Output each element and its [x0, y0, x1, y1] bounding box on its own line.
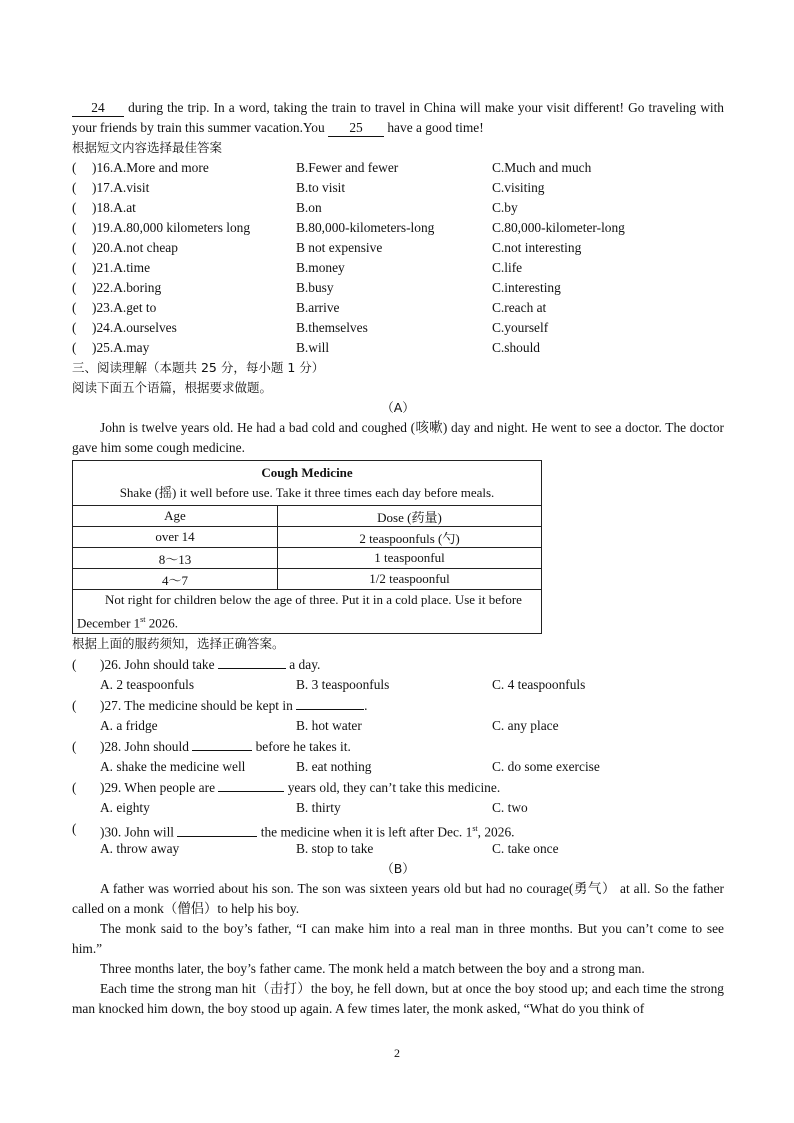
age-cell: 4～7 — [73, 569, 278, 590]
answer-bracket: ( — [72, 300, 77, 315]
answer-blank — [177, 822, 257, 837]
age-cell: 8～13 — [73, 548, 278, 569]
option-a: A. a fridge — [100, 718, 158, 734]
cloze-option-a: )21.A.time — [92, 260, 151, 275]
cloze-option-c: C.life — [492, 260, 523, 275]
medicine-instruction: Shake (摇) it well before use. Take it three times each day before meals. — [119, 485, 495, 500]
question-stem-end: the medicine when it is left after Dec. 1 — [257, 824, 473, 840]
option-a: A. throw away — [100, 841, 180, 857]
answer-blank — [218, 777, 284, 792]
medicine-table — [72, 460, 542, 634]
table-row — [73, 527, 542, 548]
dose-cell: 2 teaspoonfuls (勺) — [278, 527, 542, 548]
passage-a-text: John is twelve years old. He had a bad cold and coughed (咳嗽) day and night. He went to see a doctor. The doctor gave him some cough medicine. — [72, 420, 724, 455]
blank-24: 24 — [72, 100, 124, 117]
question-stem — [72, 695, 724, 716]
cloze-option-c: C.Much and much — [492, 160, 592, 175]
passage-b-paragraph: Each time the strong man hit（击打）the boy, he fell down, but at once the boy stood up; and each time the strong man knocked him down, the boy stood up again. A few times later, the monk asked, “What do you think of — [72, 981, 724, 1017]
cloze-option-b: B.busy — [296, 280, 334, 295]
cloze-option-c: C.should — [492, 340, 540, 355]
option-b: B. stop to take — [296, 841, 374, 857]
col-dose-header: Dose (药量) — [278, 506, 542, 527]
cloze-option-b: B.money — [296, 260, 345, 275]
option-b: B. 3 teaspoonfuls — [296, 677, 390, 693]
medicine-table-header — [73, 461, 542, 506]
answer-bracket: ( — [72, 160, 77, 175]
cloze-question-row — [72, 298, 724, 318]
cloze-question-row — [72, 278, 724, 298]
option-b: B. eat nothing — [296, 759, 372, 775]
passage-a-label: （A） — [381, 400, 415, 415]
passage-end — [72, 98, 724, 138]
option-a: A. shake the medicine well — [100, 759, 246, 775]
passage-b-paragraph: The monk said to the boy’s father, “I can make him into a real man in three months. But you can’t come to see him.” — [72, 921, 724, 957]
cloze-option-c: C.yourself — [492, 320, 549, 335]
question-stem-tail: , 2026. — [477, 824, 515, 840]
answer-bracket: ( — [72, 200, 77, 215]
medicine-note-sup: st — [140, 615, 146, 624]
cloze-question-row — [72, 158, 724, 178]
question-stem-end: before he takes it. — [252, 739, 351, 755]
answer-bracket: ( — [72, 340, 77, 355]
passage-b-paragraph: A father was worried about his son. The son was sixteen years old but had no courage(勇气） at all. So the father called on a monk（僧侣）to help his boy. — [72, 881, 724, 917]
cloze-question-row — [72, 318, 724, 338]
answer-bracket: ( — [72, 260, 77, 275]
cloze-option-a: )20.A.not cheap — [92, 240, 178, 255]
cloze-option-b: B.Fewer and fewer — [296, 160, 399, 175]
question-options — [72, 716, 724, 736]
option-c: C. 4 teaspoonfuls — [492, 677, 586, 693]
question-stem — [72, 654, 724, 675]
answer-blank — [218, 654, 286, 669]
cloze-question-row — [72, 198, 724, 218]
answer-bracket: ( — [72, 180, 77, 195]
question-options — [72, 798, 724, 818]
option-c: C. take once — [492, 841, 559, 857]
question-stem — [72, 736, 724, 757]
cloze-option-b: B.themselves — [296, 320, 368, 335]
table-row — [73, 569, 542, 590]
medicine-title: Cough Medicine — [261, 465, 353, 480]
option-a: A. 2 teaspoonfuls — [100, 677, 195, 693]
answer-bracket: ( — [72, 657, 77, 673]
option-b: B. hot water — [296, 718, 362, 734]
answer-blank — [192, 736, 252, 751]
cloze-option-b: B.arrive — [296, 300, 340, 315]
passage-b-label: （B） — [381, 861, 415, 877]
passage-end-text-1: during the trip. In a word, taking the train to travel in China will make your visit different! Go traveling with your friends by train this summer vacation.You — [72, 100, 724, 135]
cloze-question-row — [72, 178, 724, 198]
cloze-option-b: B.will — [296, 340, 330, 355]
cloze-question-row — [72, 338, 724, 358]
age-cell: over 14 — [73, 527, 278, 548]
question-options — [72, 839, 724, 859]
question-options — [72, 675, 724, 695]
cloze-option-a: )22.A.boring — [92, 280, 162, 295]
cloze-option-a: )18.A.at — [92, 200, 136, 215]
cloze-question-row — [72, 218, 724, 238]
question-stem-start: )26. John should take — [100, 657, 215, 673]
section-3-instruction: 阅读下面五个语篇，根据要求做题。 — [72, 380, 273, 395]
cloze-option-a: )16.A.More and more — [92, 160, 209, 175]
option-a: A. eighty — [100, 800, 150, 816]
question-stem-end: a day. — [285, 657, 321, 673]
answer-bracket: ( — [72, 220, 77, 235]
question-text — [100, 736, 351, 757]
cloze-option-c: C.not interesting — [492, 240, 582, 255]
answer-blank — [296, 695, 364, 710]
cloze-question-list — [72, 158, 724, 358]
cloze-option-c: C.interesting — [492, 280, 561, 295]
col-age-header: Age — [73, 506, 278, 527]
cloze-option-c: C.reach at — [492, 300, 547, 315]
cloze-option-a: )23.A.get to — [92, 300, 157, 315]
question-stem-start: )29. When people are — [100, 780, 216, 796]
table-row — [73, 548, 542, 569]
option-c: C. two — [492, 800, 528, 816]
question-options — [72, 757, 724, 777]
passage-b-body — [72, 879, 724, 1019]
cloze-option-a: )25.A.may — [92, 340, 150, 355]
answer-bracket: ( — [72, 739, 77, 755]
page-number: 2 — [394, 1046, 400, 1060]
passage-b-paragraph: Three months later, the boy’s father came. The monk held a match between the boy and a strong man. — [100, 961, 645, 977]
cloze-option-b: B not expensive — [296, 240, 383, 255]
question-stem — [72, 777, 724, 798]
answer-bracket: ( — [72, 280, 77, 295]
cloze-option-b: B.80,000-kilometers-long — [296, 220, 435, 235]
question-stem-end: . — [364, 698, 368, 714]
question-stem — [72, 818, 724, 839]
cloze-option-a: )24.A.ourselves — [92, 320, 177, 335]
question-stem-start: )28. John should — [100, 739, 189, 755]
question-stem-sup: st — [472, 824, 478, 834]
dose-cell: 1/2 teaspoonful — [278, 569, 542, 590]
page — [72, 98, 724, 1019]
cloze-option-a: )19.A.80,000 kilometers long — [92, 220, 251, 235]
cloze-option-b: B.on — [296, 200, 322, 215]
question-text — [100, 777, 500, 798]
passage-end-text-2: have a good time! — [384, 120, 484, 135]
cloze-instruction: 根据短文内容选择最佳答案 — [72, 140, 223, 155]
cloze-option-c: C.by — [492, 200, 518, 215]
cloze-option-b: B.to visit — [296, 180, 346, 195]
cloze-option-c: C.visiting — [492, 180, 545, 195]
option-b: B. thirty — [296, 800, 341, 816]
answer-bracket: ( — [72, 240, 77, 255]
question-stem-start: )27. The medicine should be kept in — [100, 698, 293, 714]
medicine-note-end: 2026. — [145, 615, 179, 631]
section-3-heading: 三、阅读理解（本题共 25 分，每小题 1 分） — [72, 360, 325, 375]
cloze-question-row — [72, 238, 724, 258]
option-c: C. do some exercise — [492, 759, 600, 775]
cloze-option-a: )17.A.visit — [92, 180, 150, 195]
answer-bracket: ( — [72, 698, 77, 714]
blank-25: 25 — [328, 120, 384, 137]
question-text — [100, 654, 320, 675]
cloze-question-row — [72, 258, 724, 278]
option-c: C. any place — [492, 718, 559, 734]
dose-cell: 1 teaspoonful — [278, 548, 542, 569]
question-text — [100, 818, 514, 839]
medicine-note — [73, 590, 542, 634]
question-text — [100, 695, 367, 716]
cloze-option-c: C.80,000-kilometer-long — [492, 220, 625, 235]
questions-a-instruction: 根据上面的服药须知，选择正确答案。 — [72, 636, 285, 652]
answer-bracket: ( — [72, 821, 77, 837]
answer-bracket: ( — [72, 780, 77, 796]
answer-bracket: ( — [72, 320, 77, 335]
questions-a-list — [72, 654, 724, 859]
medicine-note-text: Not right for children below the age of three. Put it in a cold place. Use it before December 1 — [77, 592, 522, 631]
question-stem-start: )30. John will — [100, 824, 175, 840]
question-stem-end: years old, they can’t take this medicine. — [284, 780, 501, 796]
